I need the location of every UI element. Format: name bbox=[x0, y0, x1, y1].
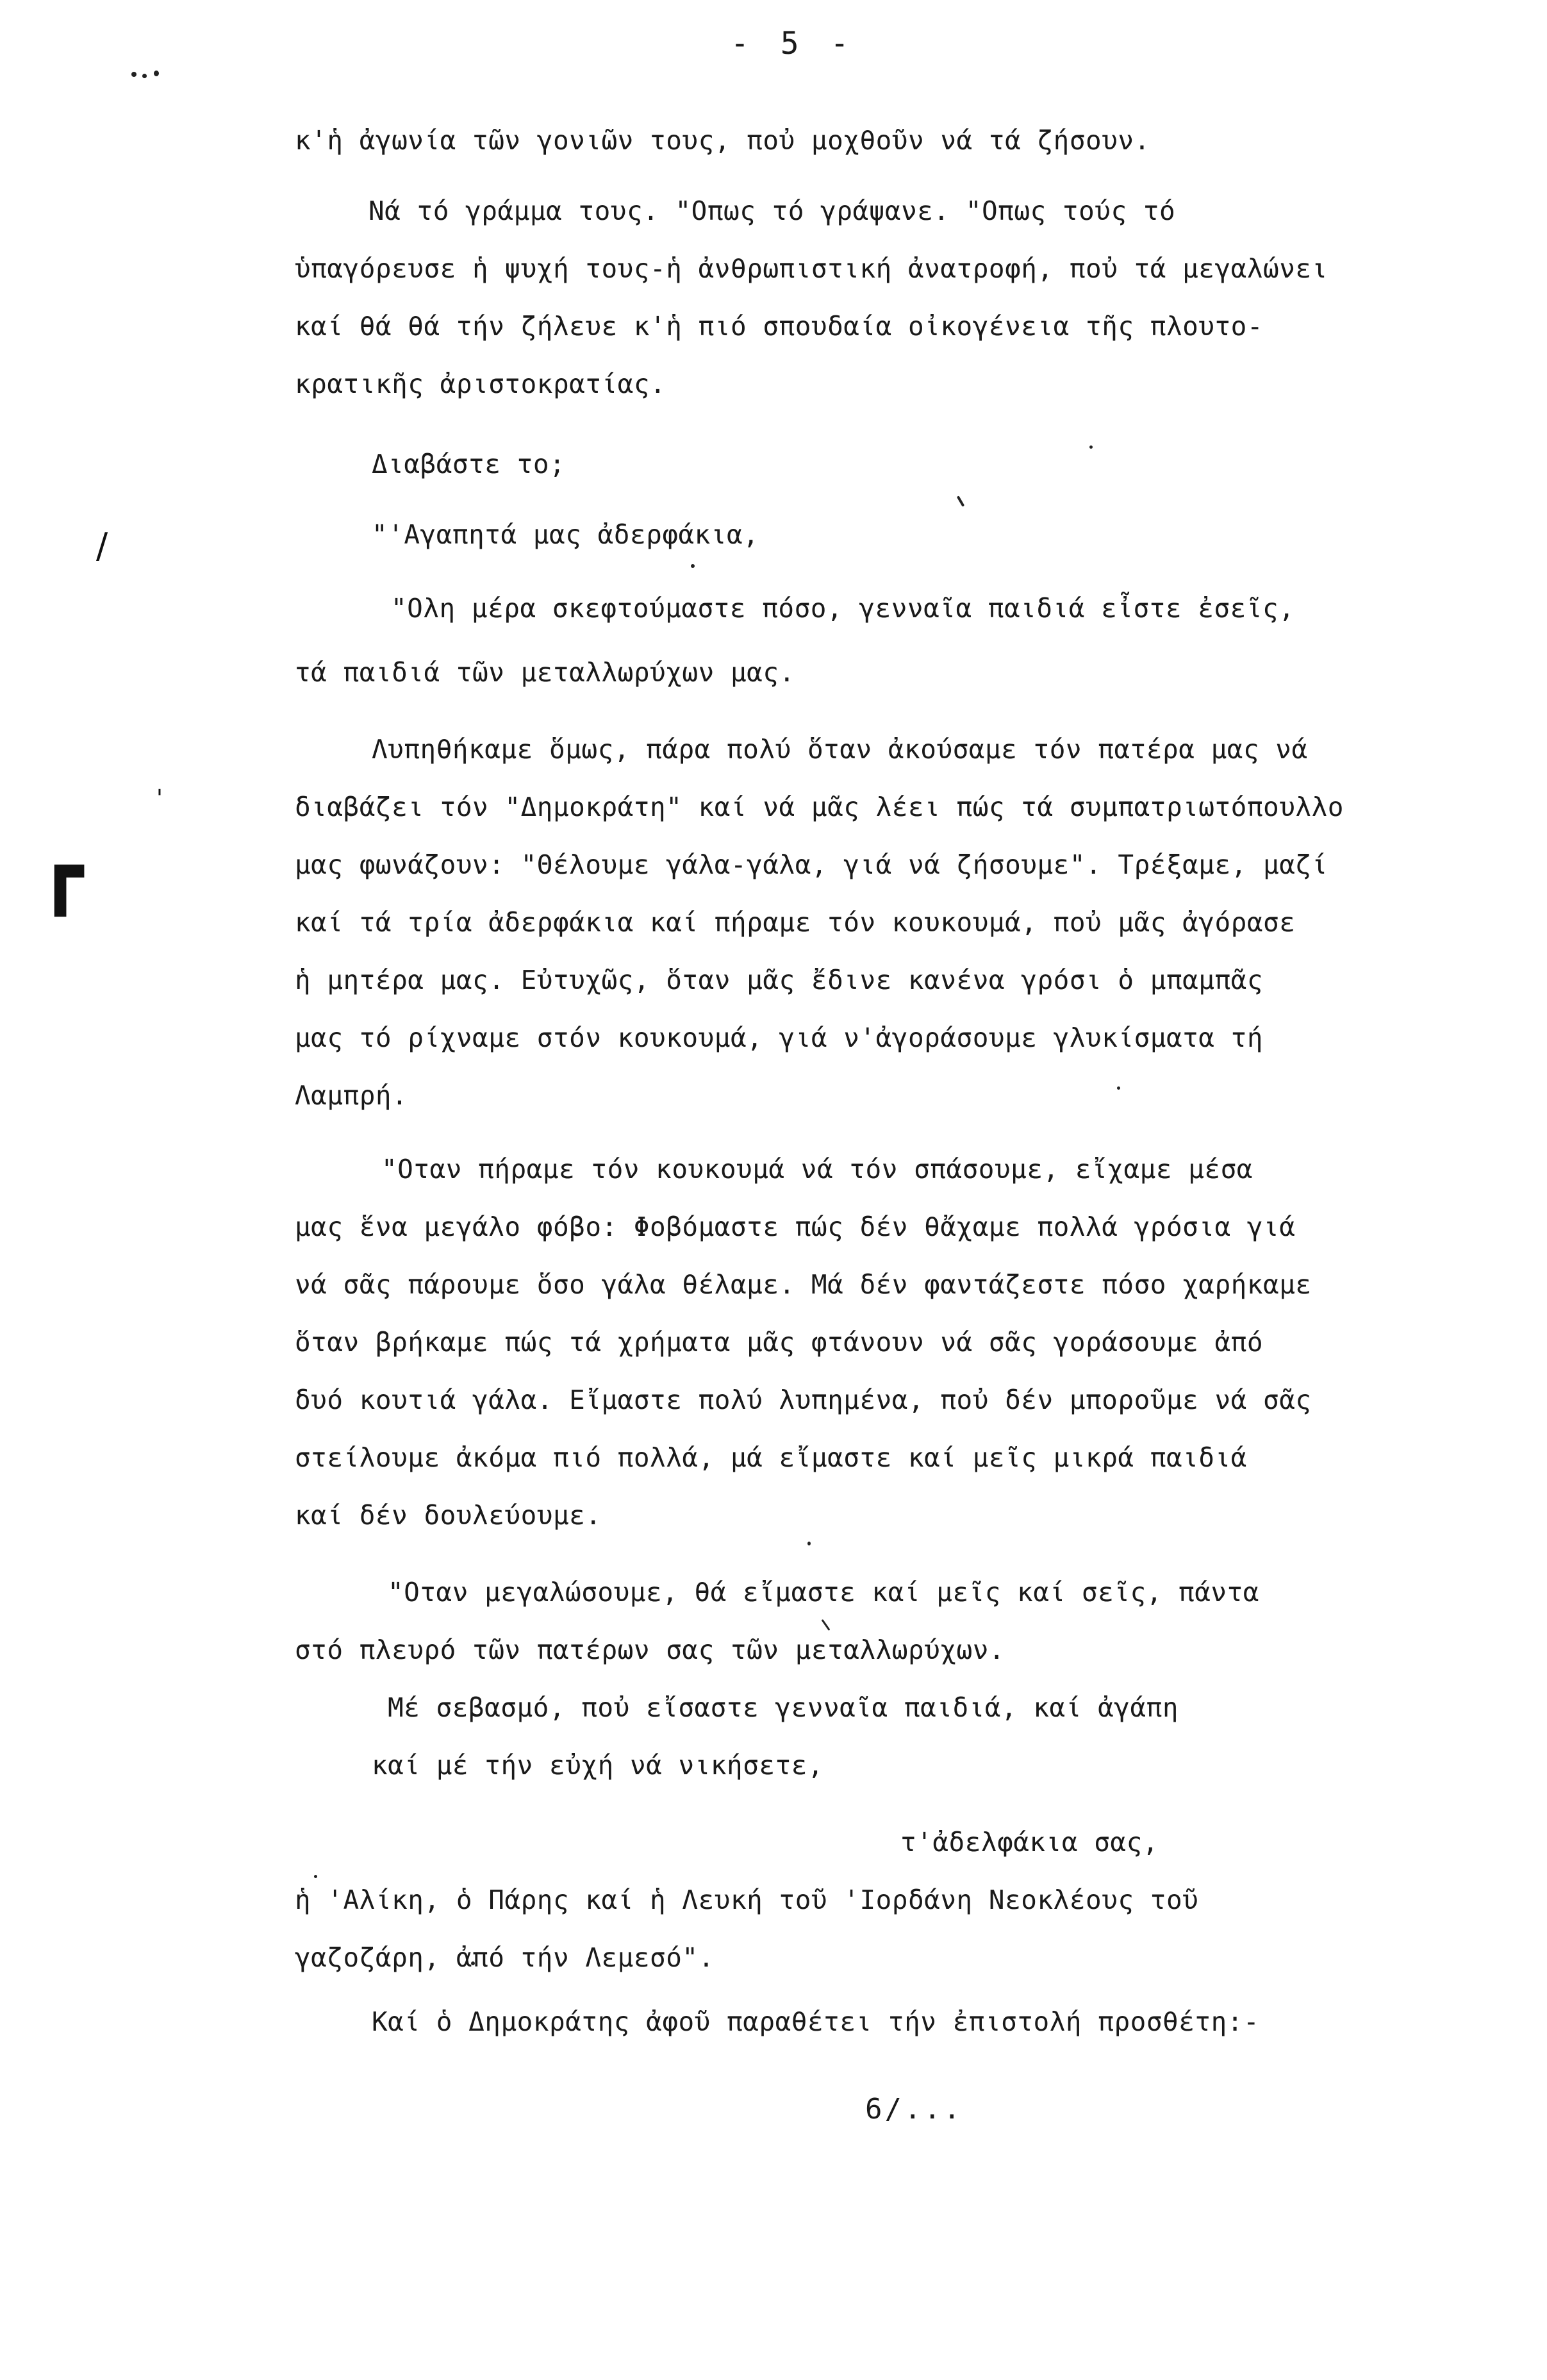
text-line: "Ολη μέρα σκεφτούμαστε πόσο, γενναῖα παιδιά εἶστε ἐσεῖς, bbox=[391, 593, 1295, 624]
text-line: στείλουμε ἀκόμα πιό πολλά, μά εἴμαστε καί μεῖς μικρά παιδιά bbox=[295, 1442, 1247, 1473]
text-line: μας ἕνα μεγάλο φόβο: Φοβόμαστε πώς δέν θἄχαμε πολλά γρόσια γιά bbox=[295, 1211, 1296, 1242]
text-line: ἡ μητέρα μας. Εὐτυχῶς, ὅταν μᾶς ἔδινε κανένα γρόσι ὁ μπαμπᾶς bbox=[295, 965, 1264, 995]
scan-speck bbox=[957, 495, 964, 507]
text-line: Διαβάστε το; bbox=[372, 449, 566, 479]
scan-speck bbox=[154, 71, 159, 76]
text-line: ἡ 'Αλίκη, ὁ Πάρης καί ἡ Λευκή τοῦ 'Ιορδάνη Νεοκλέους τοῦ bbox=[295, 1885, 1199, 1915]
scan-speck bbox=[1117, 1086, 1120, 1090]
text-line: "Οταν μεγαλώσουμε, θά εἴμαστε καί μεῖς καί σεῖς, πάντα bbox=[388, 1577, 1259, 1608]
text-line: καί θά θά τήν ζήλευε κ'ἡ πιό σπουδαία οἰκογένεια τῆς πλουτο- bbox=[295, 311, 1264, 342]
text-line: Καί ὁ Δημοκράτης ἀφοῦ παραθέτει τήν ἐπιστολή προσθέτη:- bbox=[372, 2006, 1260, 2037]
text-line: νά σᾶς πάρουμε ὅσο γάλα θέλαμε. Μά δέν φαντάζεστε πόσο χαρήκαμε bbox=[295, 1269, 1312, 1300]
scan-speck bbox=[142, 74, 147, 78]
text-line: καί τά τρία ἀδερφάκια καί πήραμε τόν κουκουμά, ποὐ μᾶς ἀγόρασε bbox=[295, 907, 1296, 938]
text-line: τά παιδιά τῶν μεταλλωρύχων μας. bbox=[295, 657, 795, 688]
text-line: ὑπαγόρευσε ἡ ψυχή τους-ἡ ἀνθρωπιστική ἀνατροφή, ποὐ τά μεγαλώνει bbox=[295, 253, 1328, 284]
scan-speck bbox=[131, 72, 136, 77]
text-line: Μέ σεβασμό, ποὐ εἴσαστε γενναῖα παιδιά, καί ἀγάπη bbox=[388, 1692, 1179, 1723]
text-line: δυό κουτιά γάλα. Εἴμαστε πολύ λυπημένα, ποὐ δέν μποροῦμε νά σᾶς bbox=[295, 1385, 1312, 1415]
text-line: "'Αγαπητά μας ἀδερφάκια, bbox=[372, 519, 759, 550]
text-line: ὅταν βρήκαμε πώς τά χρήματα μᾶς φτάνουν νά σᾶς γοράσουμε ἀπό bbox=[295, 1327, 1264, 1358]
text-line: καί μέ τήν εὐχή νά νικήσετε, bbox=[372, 1750, 824, 1781]
text-line: καί δέν δουλεύουμε. bbox=[295, 1500, 602, 1531]
text-line: στό πλευρό τῶν πατέρων σας τῶν μεταλλωρύχων. bbox=[295, 1635, 1005, 1665]
text-line: κρατικῆς ἀριστοκρατίας. bbox=[295, 369, 666, 399]
text-line: κ'ἡ ἀγωνία τῶν γονιῶν τους, ποὐ μοχθοῦν νά τά ζήσουν. bbox=[295, 125, 1150, 156]
text-line: μας τό ρίχναμε στόν κουκουμά, γιά ν'ἀγοράσουμε γλυκίσματα τή bbox=[295, 1022, 1264, 1053]
scan-speck bbox=[807, 1542, 811, 1545]
scan-speck bbox=[822, 1619, 831, 1631]
text-line: Λυπηθήκαμε ὅμως, πάρα πολύ ὅταν ἀκούσαμε τόν πατέρα μας νά bbox=[372, 734, 1308, 765]
text-line: "Οταν πήραμε τόν κουκουμά νά τόν σπάσουμε, εἴχαμε μέσα bbox=[381, 1154, 1253, 1185]
text-line: Νά τό γράμμα τους. "Οπως τό γράψανε. "Οπως τούς τό bbox=[368, 196, 1176, 226]
scan-speck bbox=[1089, 445, 1093, 449]
text-line: τ'ἀδελφάκια σας, bbox=[900, 1827, 1159, 1858]
text-line: γαζοζάρη, ἀπό τήν Λεμεσό". bbox=[295, 1942, 715, 1973]
margin-corner-mark: ┏ bbox=[37, 827, 84, 916]
scan-speck bbox=[691, 564, 695, 568]
page-number: - 5 - bbox=[731, 26, 856, 62]
text-line: Λαμπρή. bbox=[295, 1080, 408, 1111]
scan-speck bbox=[314, 1875, 317, 1878]
margin-tick-mark: ' bbox=[156, 785, 163, 811]
text-line: μας φωνάζουν: "Θέλουμε γάλα-γάλα, γιά νά ζήσουμε". Τρέξαμε, μαζί bbox=[295, 849, 1328, 880]
margin-slash-mark: / bbox=[96, 526, 108, 566]
text-line: διαβάζει τόν "Δημοκράτη" καί νά μᾶς λέει πώς τά συμπατριωτόπουλλο bbox=[295, 792, 1344, 822]
page-continuation: 6/... bbox=[865, 2093, 963, 2126]
